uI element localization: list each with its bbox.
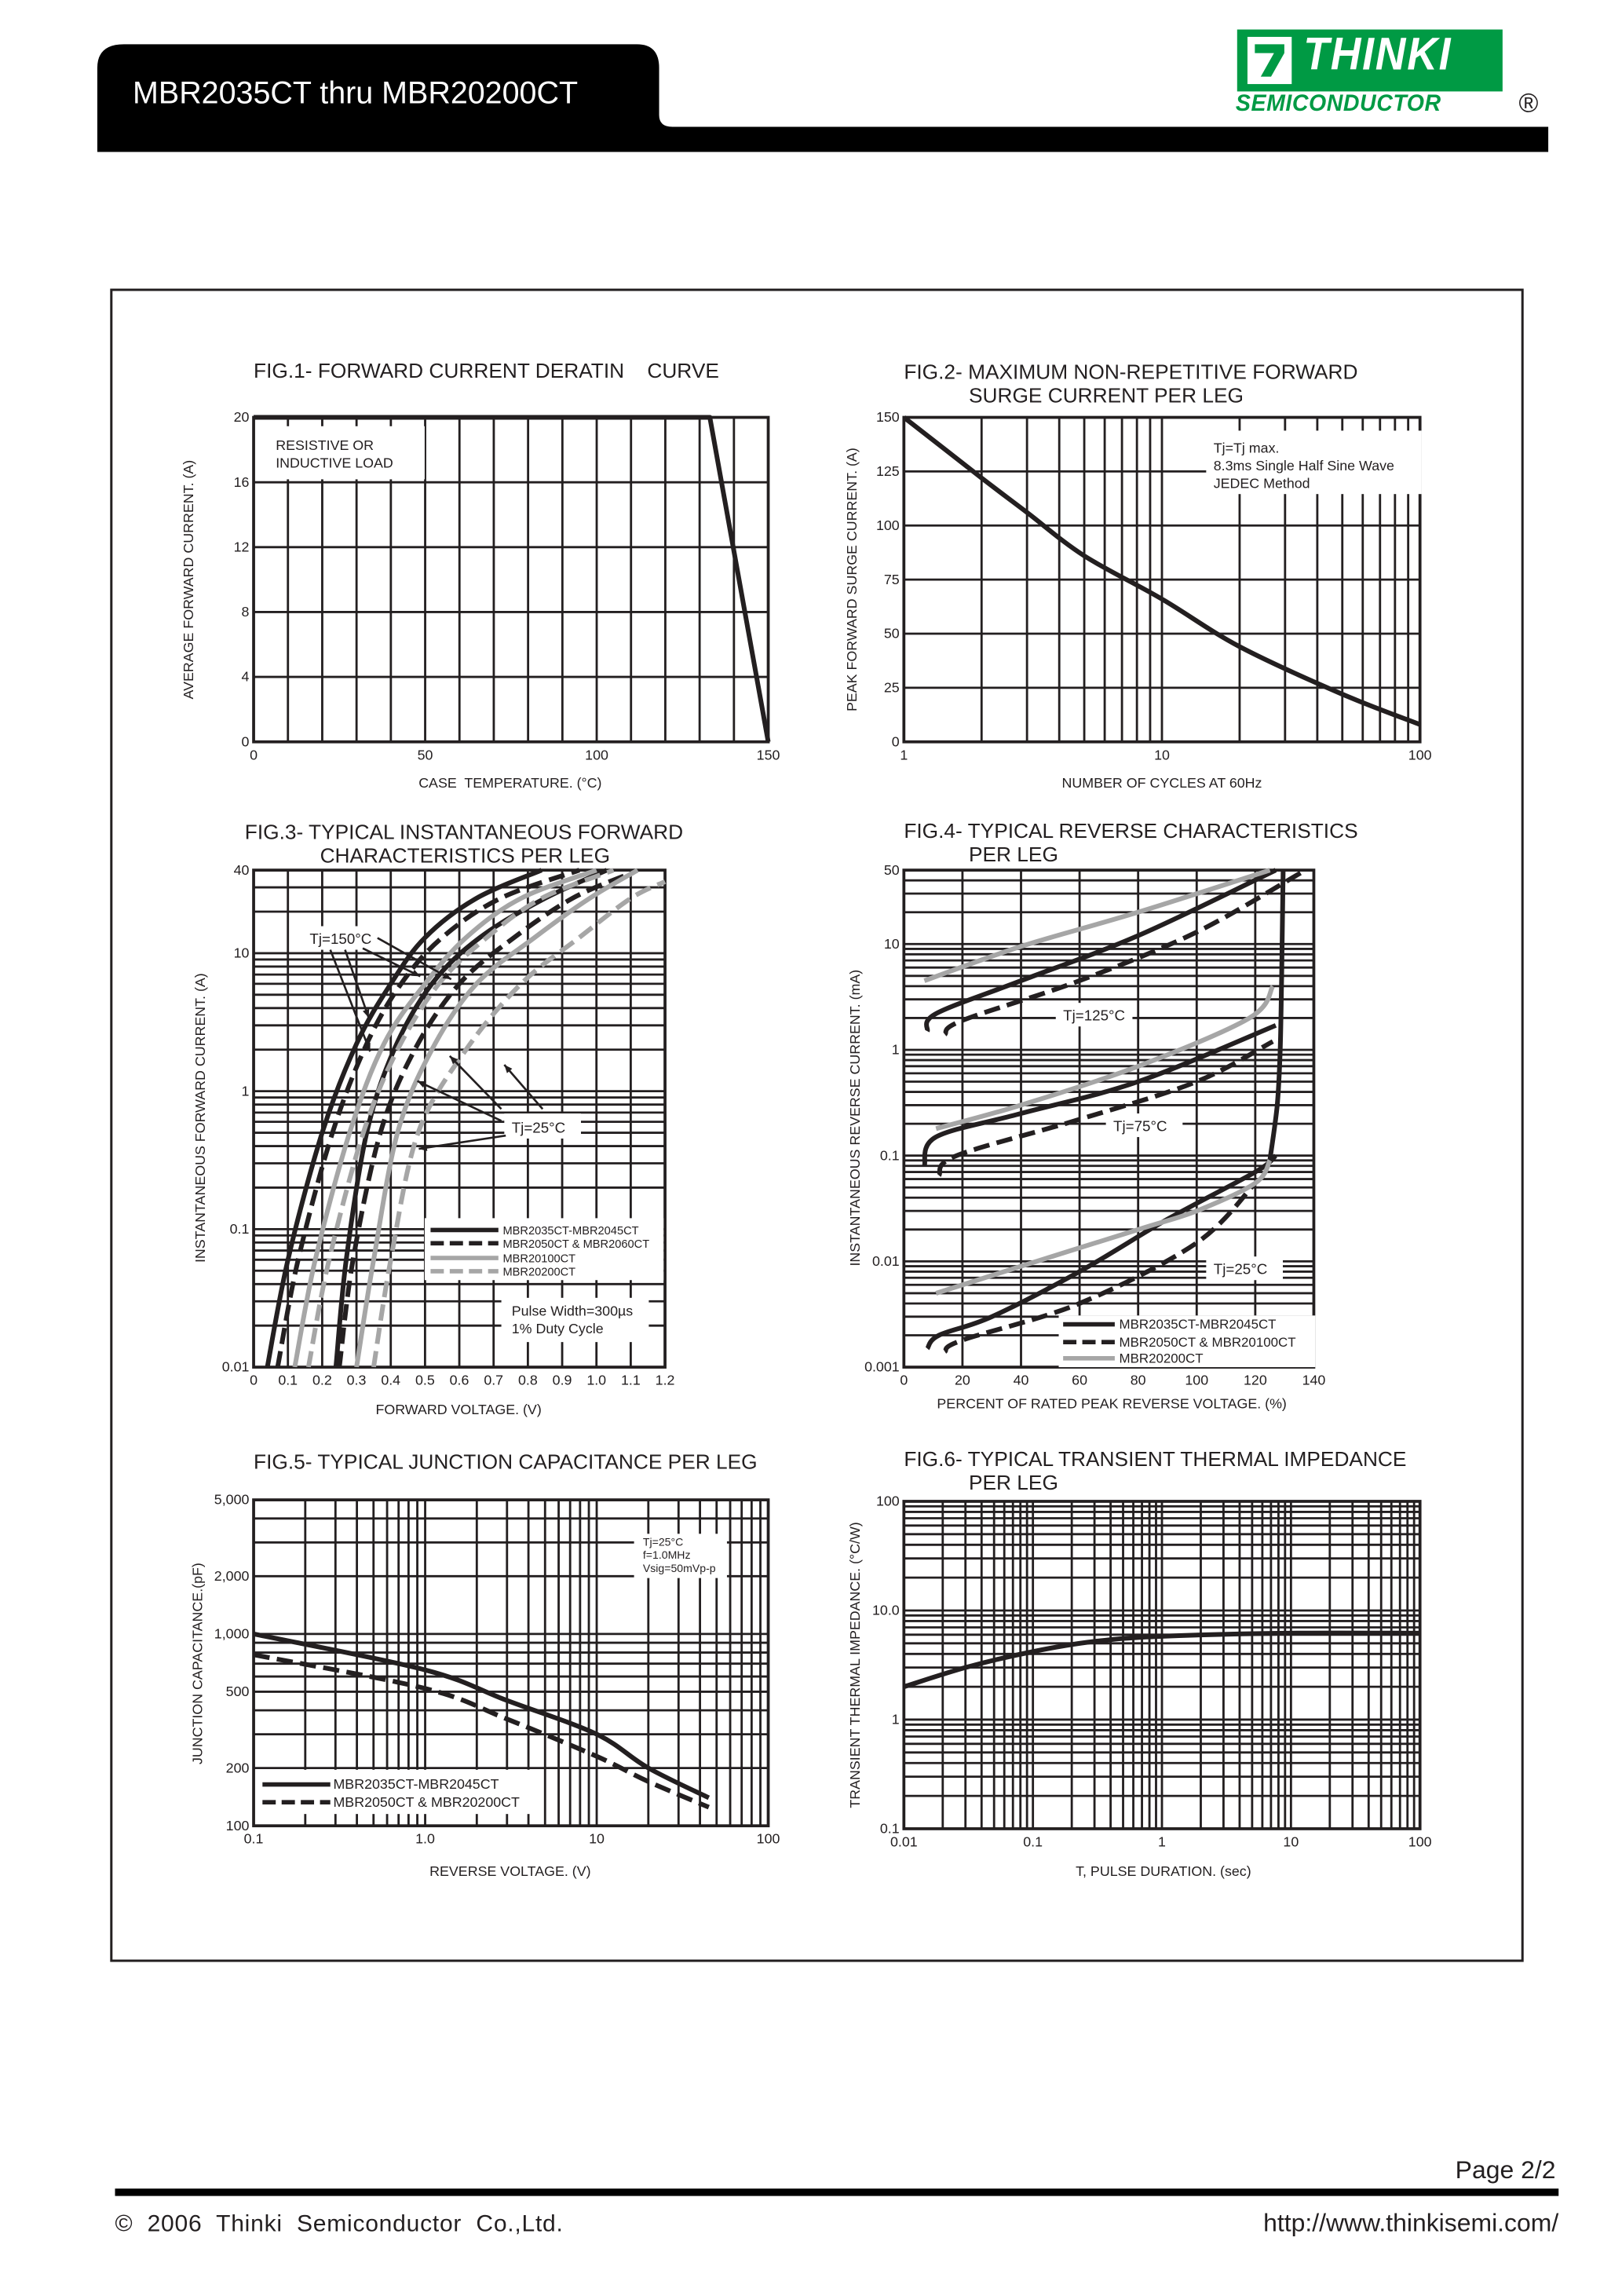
annotation-text: RESISTIVE OR xyxy=(276,437,374,453)
figure-2 xyxy=(844,360,1431,791)
x-tick-label: 120 xyxy=(1243,1372,1267,1388)
figure-5 xyxy=(189,1450,780,1879)
legend-label: MBR2035CT-MBR2045CT xyxy=(333,1776,499,1793)
y-tick-label: 1 xyxy=(891,1041,900,1058)
x-tick-label: 1 xyxy=(1158,1834,1166,1850)
y-tick-label: 0.01 xyxy=(221,1358,250,1375)
y-tick-label: 125 xyxy=(875,463,900,480)
x-tick-label: 80 xyxy=(1130,1372,1146,1388)
y-tick-label: 100 xyxy=(875,1493,900,1509)
annotation-text: Tj=25°C xyxy=(1213,1260,1268,1278)
y-tick-label: 100 xyxy=(225,1817,250,1834)
y-tick-label: 0 xyxy=(891,733,900,750)
annotation-text: INDUCTIVE LOAD xyxy=(276,455,393,471)
arrowhead-icon xyxy=(363,1009,369,1018)
x-tick-label: 100 xyxy=(1408,1834,1432,1850)
annotation-arrow xyxy=(504,1065,542,1109)
legend-label: MBR2050CT & MBR20100CT xyxy=(1119,1334,1296,1350)
x-axis-label: NUMBER OF CYCLES AT 60Hz xyxy=(1061,774,1262,791)
website-link[interactable]: http://www.thinkisemi.com/ xyxy=(1263,2209,1559,2238)
legend-label: MBR20200CT xyxy=(1119,1351,1204,1366)
x-tick-label: 100 xyxy=(585,747,608,763)
x-tick-label: 10 xyxy=(1283,1834,1299,1850)
x-axis-label: REVERSE VOLTAGE. (V) xyxy=(429,1863,591,1880)
y-tick-label: 12 xyxy=(233,539,250,555)
x-tick-label: 1.0 xyxy=(415,1830,435,1847)
x-tick-label: 0.5 xyxy=(415,1372,435,1388)
y-tick-label: 0.1 xyxy=(229,1220,250,1237)
x-tick-label: 0.4 xyxy=(381,1372,401,1388)
y-tick-label: 10.0 xyxy=(871,1602,900,1618)
figure-6 xyxy=(847,1447,1432,1879)
y-tick-label: 10 xyxy=(883,935,900,952)
y-axis-label: INSTANTANEOUS FORWARD CURRENT. (A) xyxy=(192,973,209,1263)
annotation-text: Tj=125°C xyxy=(1063,1007,1126,1024)
y-tick-label: 0 xyxy=(241,733,250,750)
figure-title: FIG.6- TYPICAL TRANSIENT THERMAL IMPEDANCE xyxy=(904,1446,1407,1471)
y-tick-label: 1,000 xyxy=(214,1625,250,1642)
annotation-text: 8.3ms Single Half Sine Wave xyxy=(1213,458,1394,474)
annotation-text: JEDEC Method xyxy=(1213,475,1310,492)
annotation-text: Tj=Tj max. xyxy=(1213,440,1280,456)
y-axis-label: INSTANTANEOUS REVERSE CURRENT. (mA) xyxy=(846,969,863,1267)
legend-label: MBR2035CT-MBR2045CT xyxy=(1119,1317,1277,1333)
x-axis-label: PERCENT OF RATED PEAK REVERSE VOLTAGE. (%) xyxy=(937,1395,1287,1412)
series-curve-3-tj125 xyxy=(924,870,1269,981)
legend-label: MBR2050CT & MBR20200CT xyxy=(333,1793,520,1810)
figure-title: FIG.1- FORWARD CURRENT DERATIN CURVE xyxy=(254,358,719,382)
y-tick-label: 100 xyxy=(875,517,900,533)
x-tick-label: 0.1 xyxy=(243,1830,264,1847)
annotation-text: Tj=75°C xyxy=(1113,1117,1167,1135)
annotation-text: 1% Duty Cycle xyxy=(511,1320,604,1336)
figure-title: FIG.4- TYPICAL REVERSE CHARACTERISTICS xyxy=(904,818,1358,843)
series-curve-1-breakdown xyxy=(1269,870,1283,1161)
x-tick-label: 100 xyxy=(1408,747,1432,763)
y-tick-label: 1 xyxy=(891,1711,900,1727)
x-axis-label: T, PULSE DURATION. (sec) xyxy=(1076,1863,1251,1880)
y-tick-label: 40 xyxy=(233,861,250,878)
figure-title: PER LEG xyxy=(968,1470,1058,1494)
x-tick-label: 10 xyxy=(1154,747,1170,763)
annotation-text: Tj=150°C xyxy=(309,930,372,948)
y-tick-label: 16 xyxy=(233,473,250,490)
y-axis-label: JUNCTION CAPACITANCE.(pF) xyxy=(189,1563,206,1765)
y-axis-label: TRANSIENT THERMAL IMPEDANCE. (°C/W) xyxy=(846,1522,863,1808)
y-tick-label: 25 xyxy=(883,679,900,696)
page-number: Page 2/2 xyxy=(1455,2155,1556,2184)
x-tick-label: 0.2 xyxy=(312,1372,332,1388)
x-tick-label: 0 xyxy=(250,747,258,763)
y-tick-label: 500 xyxy=(225,1684,250,1700)
x-tick-label: 0.1 xyxy=(278,1372,298,1388)
y-tick-label: 0.1 xyxy=(879,1820,900,1837)
x-tick-label: 20 xyxy=(954,1372,970,1388)
annotation-text: Tj=25°C xyxy=(642,1535,684,1548)
copyright-text: © 2006 Thinki Semiconductor Co.,Ltd. xyxy=(115,2212,564,2238)
y-axis-label: PEAK FORWARD SURGE CURRENT. (A) xyxy=(844,448,860,712)
y-tick-label: 75 xyxy=(883,571,900,587)
legend-label: MBR20200CT xyxy=(502,1266,576,1279)
annotation-text: f=1.0MHz xyxy=(642,1548,691,1562)
legend-label: MBR2050CT & MBR2060CT xyxy=(502,1238,650,1251)
registered-mark: ® xyxy=(1518,88,1539,119)
y-tick-label: 10 xyxy=(233,945,250,961)
x-tick-label: 0.8 xyxy=(517,1372,538,1388)
x-tick-label: 100 xyxy=(1185,1372,1209,1388)
figure-4 xyxy=(847,819,1358,1412)
figure-3 xyxy=(192,821,683,1417)
y-tick-label: 20 xyxy=(233,409,250,426)
x-axis-label: FORWARD VOLTAGE. (V) xyxy=(375,1402,542,1418)
x-tick-label: 150 xyxy=(756,747,780,763)
figure-title: SURGE CURRENT PER LEG xyxy=(968,383,1244,408)
y-tick-label: 200 xyxy=(225,1760,250,1776)
y-tick-label: 0.01 xyxy=(871,1253,900,1270)
y-tick-label: 1 xyxy=(241,1083,250,1099)
x-tick-label: 10 xyxy=(589,1830,605,1847)
x-tick-label: 1.1 xyxy=(620,1372,641,1388)
series-curve-1-tj75 xyxy=(924,1026,1276,1166)
logo-wordmark: THINKI xyxy=(1303,27,1452,80)
figure-title: FIG.2- MAXIMUM NON-REPETITIVE FORWARD xyxy=(904,360,1358,384)
y-tick-label: 50 xyxy=(883,861,900,878)
y-tick-label: 4 xyxy=(241,668,250,685)
legend-label: MBR2035CT-MBR2045CT xyxy=(502,1225,639,1238)
y-tick-label: 0.1 xyxy=(879,1147,900,1164)
y-tick-label: 2,000 xyxy=(214,1567,250,1584)
x-tick-label: 0.9 xyxy=(552,1372,572,1388)
figure-title: FIG.3- TYPICAL INSTANTANEOUS FORWARD xyxy=(244,820,684,844)
logo-subtitle: SEMICONDUCTOR xyxy=(1235,91,1441,117)
annotation-text: Tj=25°C xyxy=(511,1119,566,1136)
x-tick-label: 100 xyxy=(756,1830,780,1847)
x-tick-label: 0 xyxy=(900,1372,908,1388)
x-tick-label: 0 xyxy=(250,1372,258,1388)
x-tick-label: 1 xyxy=(900,747,908,763)
x-tick-label: 0.1 xyxy=(1023,1834,1043,1850)
y-tick-label: 150 xyxy=(875,409,900,426)
x-axis-label: CASE TEMPERATURE. (°C) xyxy=(418,774,602,791)
y-axis-label: AVERAGE FORWARD CURRENT. (A) xyxy=(181,459,197,700)
x-tick-label: 0.3 xyxy=(346,1372,367,1388)
figure-title: FIG.5- TYPICAL JUNCTION CAPACITANCE PER LEG xyxy=(254,1450,758,1474)
x-tick-label: 1.2 xyxy=(655,1372,675,1388)
x-tick-label: 1.0 xyxy=(586,1372,607,1388)
figure-1 xyxy=(181,359,780,791)
x-tick-label: 140 xyxy=(1302,1372,1326,1388)
y-tick-label: 0.001 xyxy=(864,1358,900,1375)
x-tick-label: 50 xyxy=(417,747,433,763)
annotation-text: Vsig=50mVp-p xyxy=(642,1562,716,1575)
legend-label: MBR20100CT xyxy=(502,1252,576,1266)
figure-title: CHARACTERISTICS PER LEG xyxy=(320,843,611,868)
x-tick-label: 0.01 xyxy=(890,1834,918,1850)
annotation-text: Pulse Width=300µs xyxy=(511,1303,634,1319)
figure-title: PER LEG xyxy=(968,842,1058,866)
document-title: MBR2035CT thru MBR20200CT xyxy=(133,76,579,111)
x-tick-label: 60 xyxy=(1072,1372,1088,1388)
footer-rule xyxy=(115,2188,1558,2195)
x-tick-label: 0.6 xyxy=(449,1372,469,1388)
y-tick-label: 50 xyxy=(883,625,900,642)
x-tick-label: 40 xyxy=(1013,1372,1029,1388)
y-tick-label: 8 xyxy=(241,604,250,620)
y-tick-label: 5,000 xyxy=(214,1491,250,1508)
x-tick-label: 0.7 xyxy=(484,1372,504,1388)
